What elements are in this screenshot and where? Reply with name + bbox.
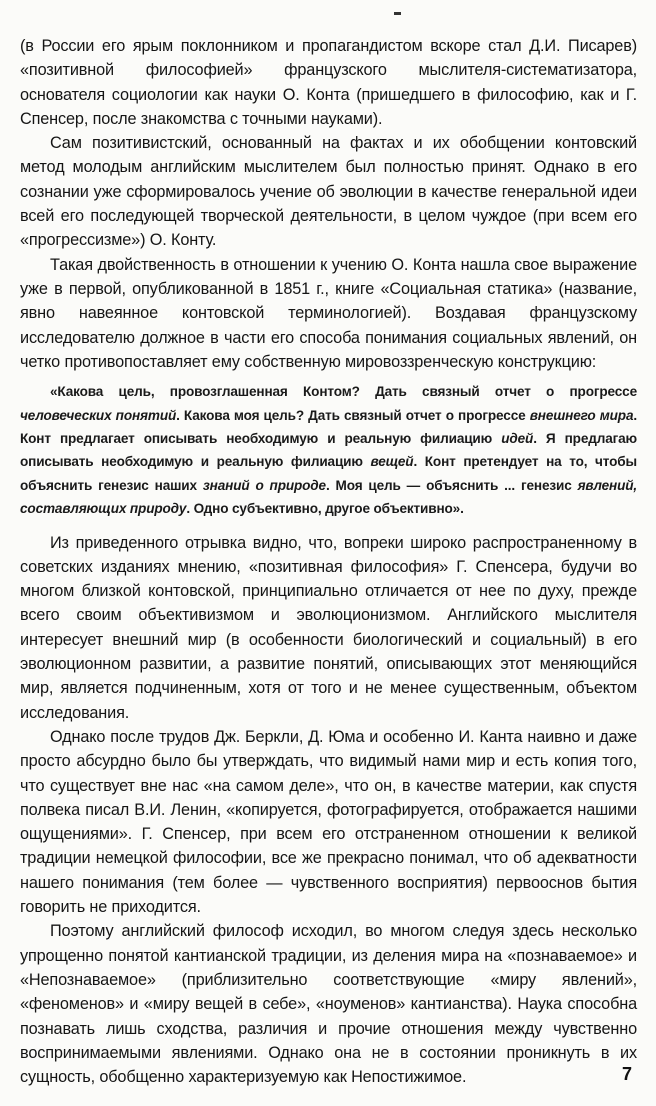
quote-emphasis: идей [501,430,534,446]
paragraph: Сам позитивистский, основанный на фактах и их обобщении контовский метод молодым английским мыслителем был полностью принят. Однако в его сознании уже сформировалось учение об эволюции в качестве генеральной идеи всей его последующей творческой деятельности, в целом чуждое (при всем его «прогрессизме») О. Конту. [20,134,637,250]
paragraph-continuation: (в России его ярым поклонником и пропагандистом вскоре стал Д.И. Писарев) «позитивной философией» французского мыслителя-систематизатора, основателя социологии как науки О. Конта (пришедшего в философию, как и Г. Спенсер, после знакомства с точными науками). [20,37,637,128]
quote-emphasis: вещей [370,454,414,470]
quote-emphasis: явлений, составляющих природу [20,477,638,517]
paragraph: Из приведенного отрывка видно, что, вопреки широко распространенному в советских изданиях мнению, «позитивная философия» Г. Спенсера, будучи во многом близкой контовской, принципиально отличается от нее по духу, прежде всего своим объективизмом и эволюционизмом. Английского мыслителя интересует внешний мир (в особенности биологический и социальный) в его эволюционном развитии, а развитие понятий, описывающих этот меняющийся мир, является подчиненным, хотя от того и не менее существенным, объектом исследования. [20,533,637,722]
quote-text: . Конт претендует на то, чтобы объяснить генезис наших [20,454,637,493]
quote-emphasis: человеческих понятий [20,407,177,423]
paragraph: Поэтому английский философ исходил, во многом следуя здесь несколько упрощенно понятой кантианской традиции, из деления мира на «познаваемое» и «Непознаваемое» (приблизительно соответствующие «миру явлений», «феноменов» и «миру вещей в себе», «ноуменов» кантианства). Наука способна познавать лишь сходства, различия и прочие отношения между чувственно воспринимаемыми явлениями. Однако она не в состоянии проникнуть в их сущность, обобщенно характеризуемую как Непостижимое. [20,922,637,1087]
body-text [20,34,637,1089]
quote-text: . Моя цель — объяснить ... генезис [325,477,578,493]
quote-text: . Какова моя цель? Дать связный отчет о прогрессе [176,407,530,423]
quote-emphasis: внешнего мира [529,407,634,423]
quote-text: «Какова цель, провозглашенная Контом? Дать связный отчет о прогрессе [50,384,637,400]
scan-mark [394,12,401,15]
quote-text: . Одно субъективно, другое объективно». [186,501,464,517]
quote-text: . Конт предлагает описывать необходимую и реальную филиацию [20,407,637,446]
page-number: 7 [622,1064,633,1084]
block-quote [20,380,637,520]
quote-text: . Я предлагаю описывать необходимую и реальную филиацию [20,430,637,470]
paragraph: Такая двойственность в отношении к учению О. Конта нашла свое выражение уже в первой, опубликованной в 1851 г., книге «Социальная статика» (название, явно навеянное контовской терминологией). Воздавая французскому исследователю должное в части его способа понимания социальных явлений, он четко противопоставляет ему собственную мировоззренческую конструкцию: [20,255,637,371]
paragraph: Однако после трудов Дж. Беркли, Д. Юма и особенно И. Канта наивно и даже просто абсурдно было бы утверждать, что видимый нами мир и есть копия того, что существует вне нас «на самом деле», что он, в качестве материи, как спустя полвека писал В.И. Ленин, «копируется, фотографируется, отображается нашими ощущениями». Г. Спенсер, при всем его отстраненном отношении к великой традиции немецкой философии, все же прекрасно понимал, что об адекватности нашего понимания (тем более — чувственного восприятия) первооснов бытия говорить не приходится. [20,727,637,917]
quote-emphasis: знаний о природе [202,477,326,493]
